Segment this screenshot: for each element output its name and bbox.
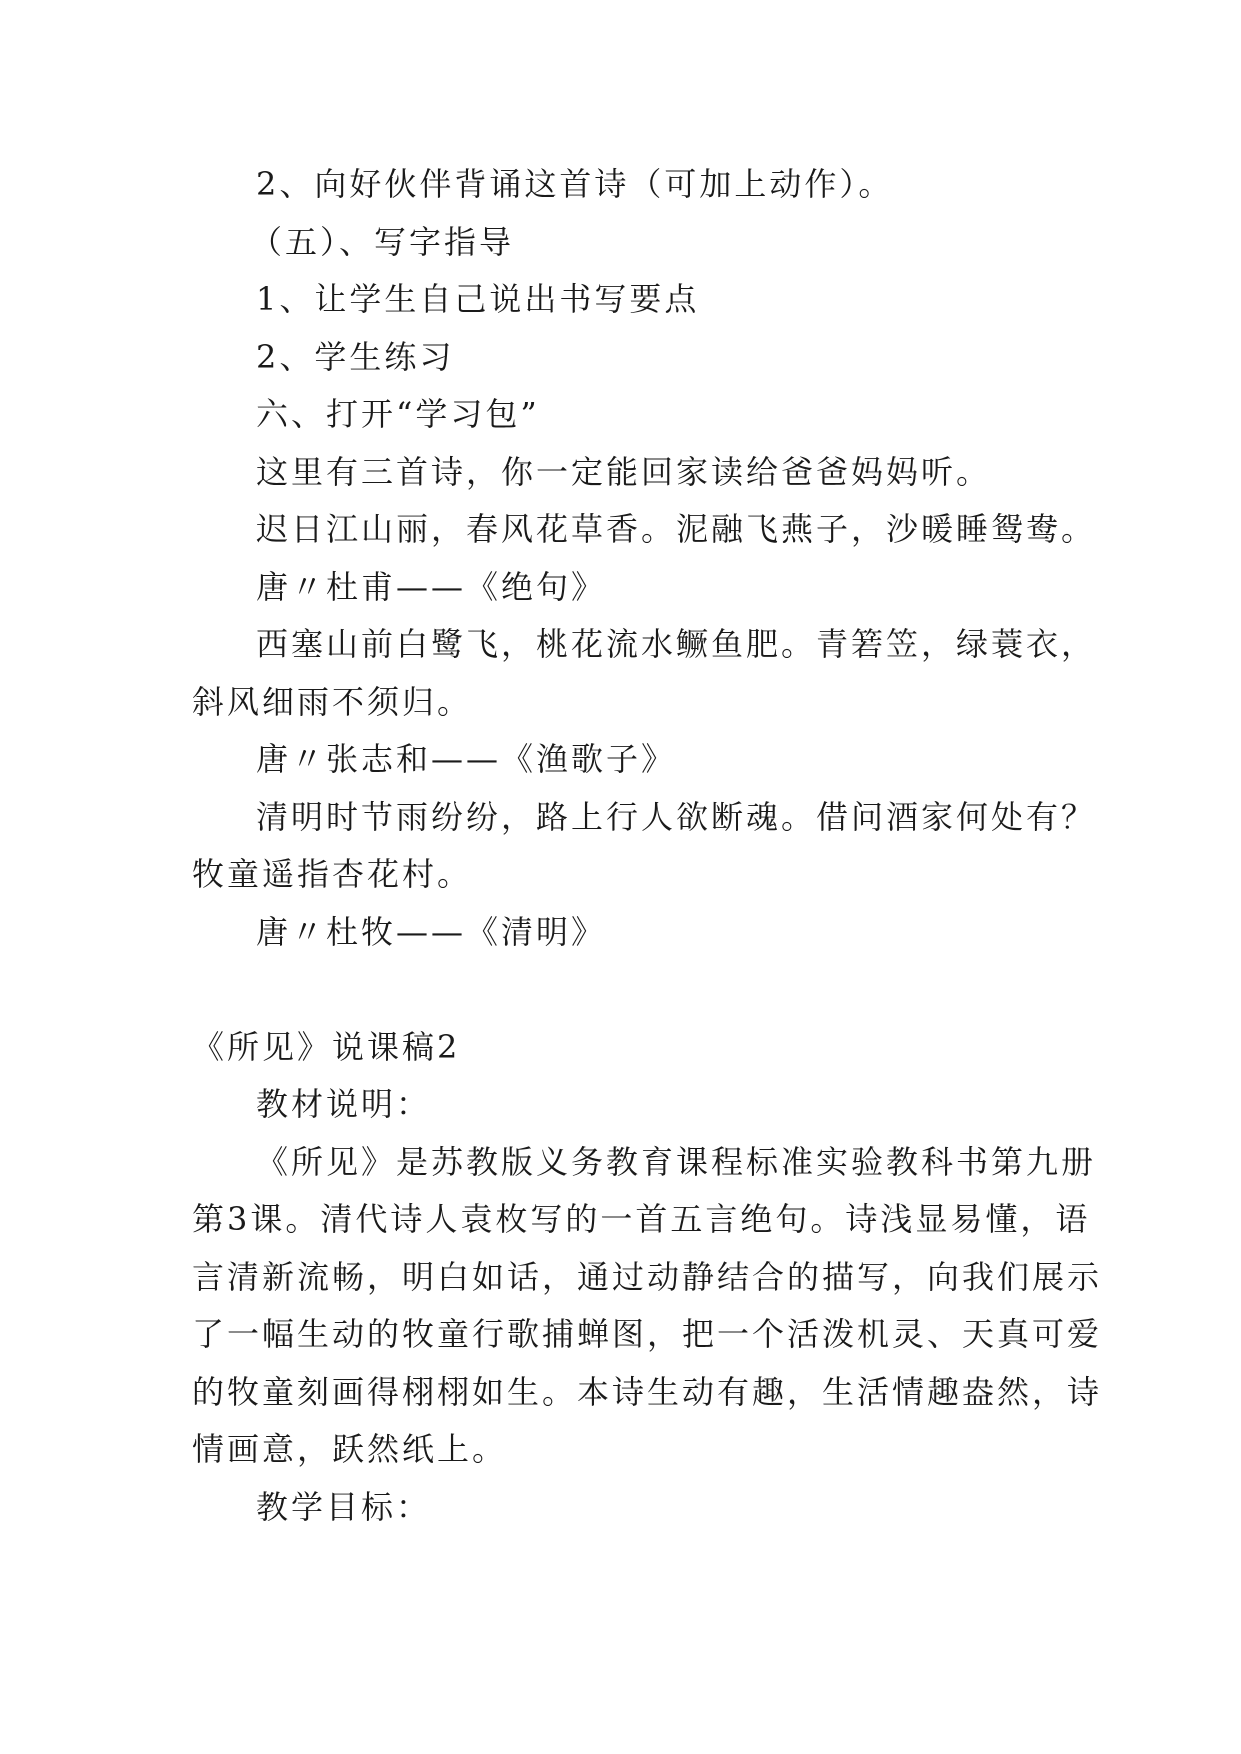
poem-yugezi-attribution: 唐〃张志和——《渔歌子》 — [256, 740, 677, 778]
material-paragraph-line5: 的牧童刻画得栩栩如生。本诗生动有趣，生活情趣盎然，诗 — [192, 1373, 1103, 1411]
material-paragraph-line1: 《所见》是苏教版义务教育课程标准实验教科书第九册 — [256, 1143, 1097, 1181]
poem-yugezi-text-line1: 西塞山前白鹭飞，桃花流水鳜鱼肥。青箬笠，绿蓑衣， — [256, 625, 1097, 663]
poem-qingming-text-line1: 清明时节雨纷纷，路上行人欲断魂。借问酒家何处有？ — [256, 798, 1097, 836]
material-paragraph-line6: 情画意，跃然纸上。 — [192, 1430, 508, 1468]
step-student-practice: 2、学生练习 — [256, 338, 455, 376]
poem-yugezi-text-line2: 斜风细雨不须归。 — [192, 683, 473, 721]
poem-qingming-text-line2: 牧童遥指杏花村。 — [192, 855, 473, 893]
poem-qingming-attribution: 唐〃杜牧——《清明》 — [256, 913, 607, 951]
material-paragraph-line2: 第3课。清代诗人袁枚写的一首五言绝句。诗浅显易懂，语 — [192, 1200, 1091, 1238]
step-writing-points: 1、让学生自己说出书写要点 — [256, 280, 700, 318]
material-paragraph-line3: 言清新流畅，明白如话，通过动静结合的描写，向我们展示 — [192, 1258, 1103, 1296]
section-open-learning-pack-heading: 六、打开“学习包” — [256, 395, 540, 433]
section-writing-guidance-heading: （五）、写字指导 — [250, 223, 515, 261]
poem-jueju-text: 迟日江山丽，春风花草香。泥融飞燕子，沙暖睡鸳鸯。 — [256, 510, 1097, 548]
step-recite-to-partner: 2、向好伙伴背诵这首诗（可加上动作）。 — [256, 165, 894, 203]
teaching-material-heading: 教材说明： — [256, 1085, 432, 1123]
learning-pack-intro: 这里有三首诗，你一定能回家读给爸爸妈妈听。 — [256, 453, 992, 491]
teaching-goals-heading: 教学目标： — [256, 1488, 432, 1526]
document-title: 《所见》说课稿2 — [192, 1028, 461, 1066]
poem-jueju-attribution: 唐〃杜甫——《绝句》 — [256, 568, 607, 606]
material-paragraph-line4: 了一幅生动的牧童行歌捕蝉图，把一个活泼机灵、天真可爱 — [192, 1315, 1103, 1353]
